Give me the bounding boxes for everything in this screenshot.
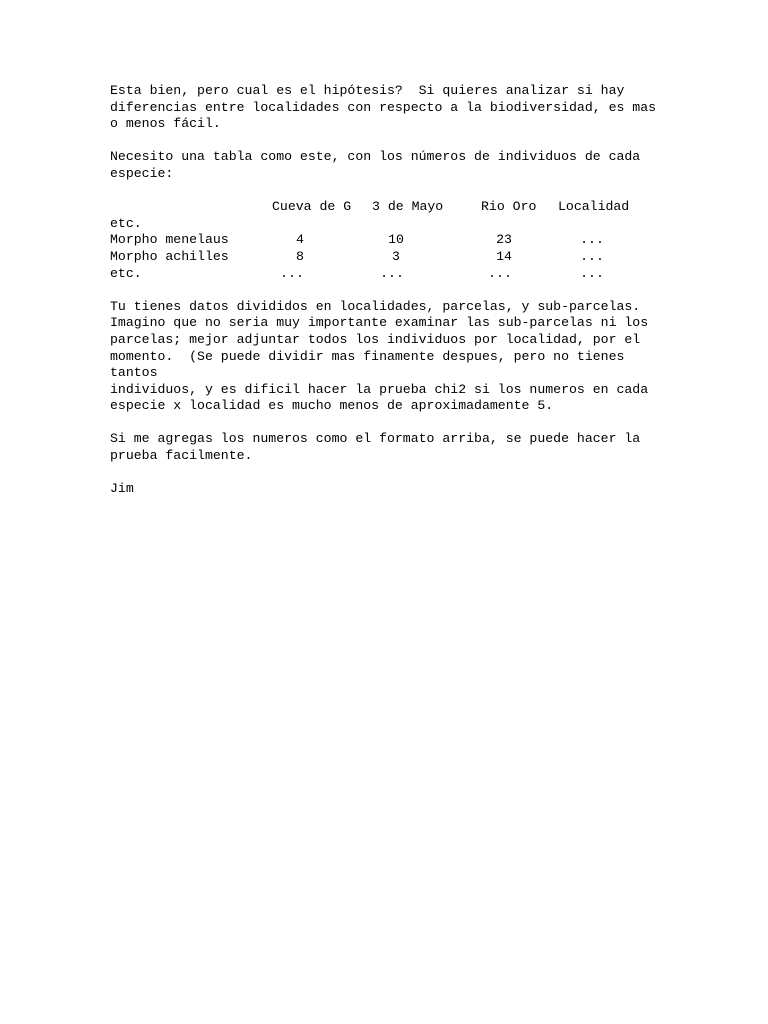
species-table: [110, 199, 670, 282]
text-line: Necesito una tabla como este, con los números de individuos de cada: [110, 149, 641, 165]
table-row: [110, 232, 670, 249]
paragraph-hypothesis: [110, 83, 670, 133]
row-label: etc.: [110, 215, 142, 231]
paragraph-data-explanation: [110, 299, 670, 415]
table-cell: 14: [496, 248, 512, 264]
table-row: [110, 216, 670, 233]
row-label: Morpho menelaus: [110, 232, 229, 248]
row-label: etc.: [110, 265, 142, 281]
table-cell: ...: [580, 265, 604, 281]
text-line: individuos, y es dificil hacer la prueba chi2 si los numeros en cada: [110, 381, 649, 397]
table-row: [110, 249, 670, 266]
column-header-rio-oro: Rio Oro: [481, 199, 537, 215]
table-cell: ...: [280, 265, 304, 281]
text-line: diferencias entre localidades con respecto a la biodiversidad, es mas: [110, 99, 657, 115]
text-line: momento. (Se puede dividir mas finamente despues, pero no tienes: [110, 348, 625, 364]
table-row: [110, 266, 670, 283]
table-cell: 23: [496, 232, 512, 248]
text-line: Esta bien, pero cual es el hipótesis? Si quieres analizar si hay: [110, 83, 625, 98]
signature: [110, 481, 670, 498]
table-cell: ...: [380, 265, 404, 281]
table-cell: ...: [488, 265, 512, 281]
column-header-cueva: Cueva de G: [272, 199, 352, 215]
table-cell: 8: [296, 248, 304, 264]
text-line: Imagino que no seria muy importante examinar las sub-parcelas ni los: [110, 315, 649, 331]
table-cell: ...: [580, 248, 604, 264]
text-line: Si me agregas los numeros como el formato arriba, se puede hacer la: [110, 431, 641, 447]
column-header-localidad: Localidad: [558, 199, 630, 215]
table-cell: 10: [388, 232, 404, 248]
paragraph-closing: [110, 431, 670, 464]
text-line: Tu tienes datos divididos en localidades, parcelas, y sub-parcelas.: [110, 298, 641, 314]
column-header-3-de-mayo: 3 de Mayo: [372, 199, 444, 215]
table-cell: ...: [580, 232, 604, 248]
row-label: Morpho achilles: [110, 248, 229, 264]
text-line: prueba facilmente.: [110, 448, 253, 464]
email-body: [110, 83, 670, 514]
signature-name: Jim: [110, 481, 134, 497]
text-line: parcelas; mejor adjuntar todos los individuos por localidad, por el: [110, 331, 641, 347]
table-header-row: [110, 199, 670, 216]
table-cell: 4: [296, 232, 304, 248]
text-line: tantos: [110, 365, 158, 381]
text-line: o menos fácil.: [110, 116, 221, 132]
paragraph-table-request: [110, 149, 670, 182]
text-line: especie:: [110, 165, 174, 181]
text-line: especie x localidad es mucho menos de aproximadamente 5.: [110, 398, 554, 414]
table-cell: 3: [392, 248, 400, 264]
